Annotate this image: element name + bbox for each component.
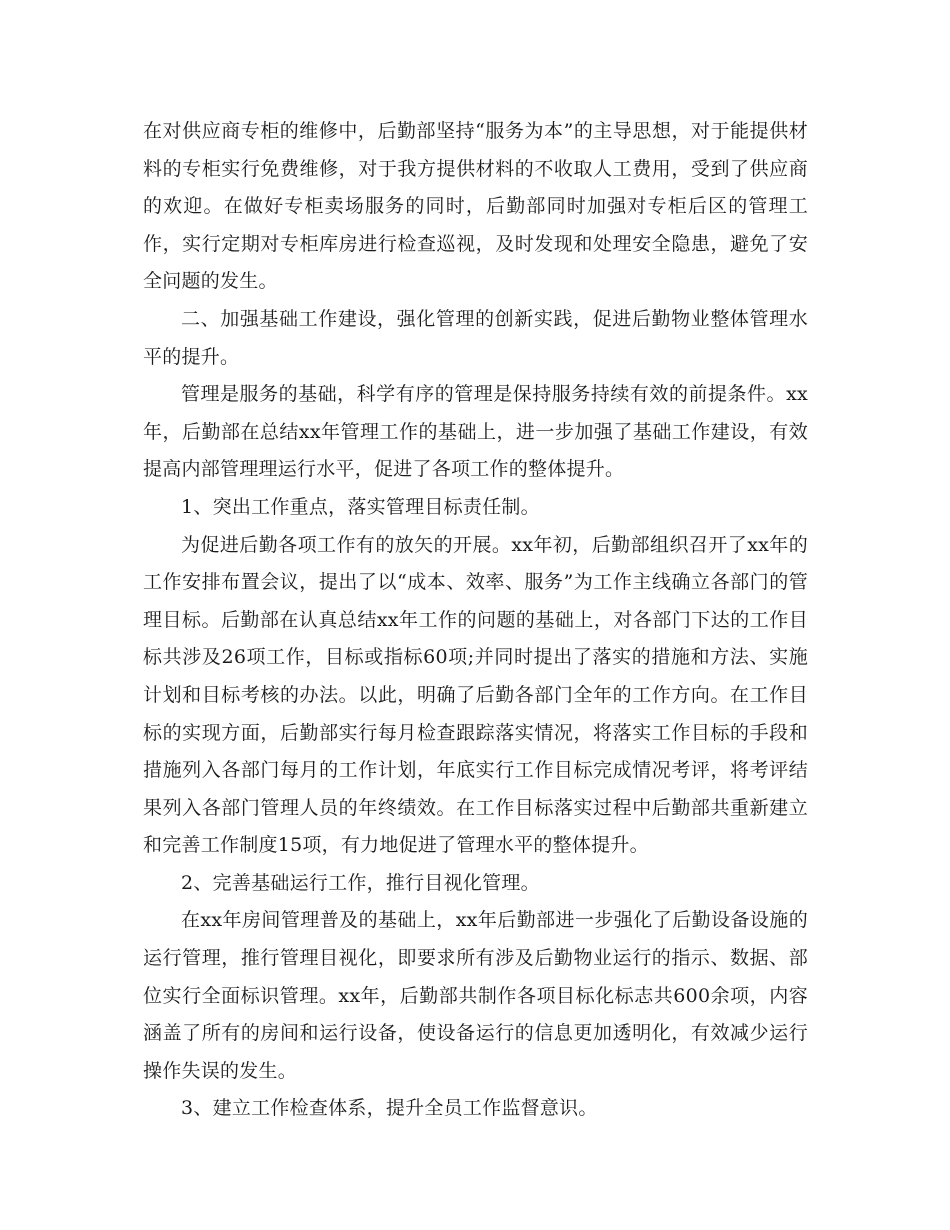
paragraph-visual-management: 在xx年房间管理普及的基础上，xx年后勤部进一步强化了后勤设备设施的运行管理，推行管理目视化，即要求所有涉及后勤物业运行的指示、数据、部位实行全面标识管理。xx年，后勤部共制作各项目标化标志共600余项，内容涵盖了所有的房间和运行设备，使设备运行的信息更加透明化，有效减少运行操作失误的发生。 [143,909,808,1082]
document-body [143,113,808,1128]
subheading-two: 2、完善基础运行工作，推行目视化管理。 [181,871,540,894]
paragraph-supplier-repair: 在对供应商专柜的维修中，后勤部坚持“服务为本”的主导思想，对于能提供材料的专柜实行免费维修，对于我方提供材料的不收取人工费用，受到了供应商的欢迎。在做好专柜卖场服务的同时，后勤部同时加强对专柜后区的管理工作，实行定期对专柜库房进行检查巡视，及时发现和处理安全隐患，避免了安全问题的发生。 [143,120,808,293]
subheading-three: 3、建立工作检查体系，提升全员工作监督意识。 [181,1097,598,1120]
paragraph-management-basis: 管理是服务的基础，科学有序的管理是保持服务持续有效的前提条件。xx年，后勤部在总结xx年管理工作的基础上，进一步加强了基础工作建设，有效提高内部管理理运行水平，促进了各项工作的整体提升。 [143,383,808,481]
subheading-one: 1、突出工作重点，落实管理目标责任制。 [181,495,540,518]
section-heading-two: 二、加强基础工作建设，强化管理的创新实践，促进后勤物业整体管理水平的提升。 [143,307,808,368]
paragraph-work-targets: 为促进后勤各项工作有的放矢的开展。xx年初，后勤部组织召开了xx年的工作安排布置会议，提出了以“成本、效率、服务”为工作主线确立各部门的管理目标。后勤部在认真总结xx年工作的问题的基础上，对各部门下达的工作目标共涉及26项工作，目标或指标60项;并同时提出了落实的措施和方法、实施计划和目标考核的办法。以此，明确了后勤各部门全年的工作方向。在工作目标的实现方面，后勤部实行每月检查跟踪落实情况，将落实工作目标的手段和措施列入各部门每月的工作计划，年底实行工作目标完成情况考评，将考评结果列入各部门管理人员的年终绩效。在工作目标落实过程中后勤部共重新建立和完善工作制度15项，有力地促进了管理水平的整体提升。 [143,533,808,857]
